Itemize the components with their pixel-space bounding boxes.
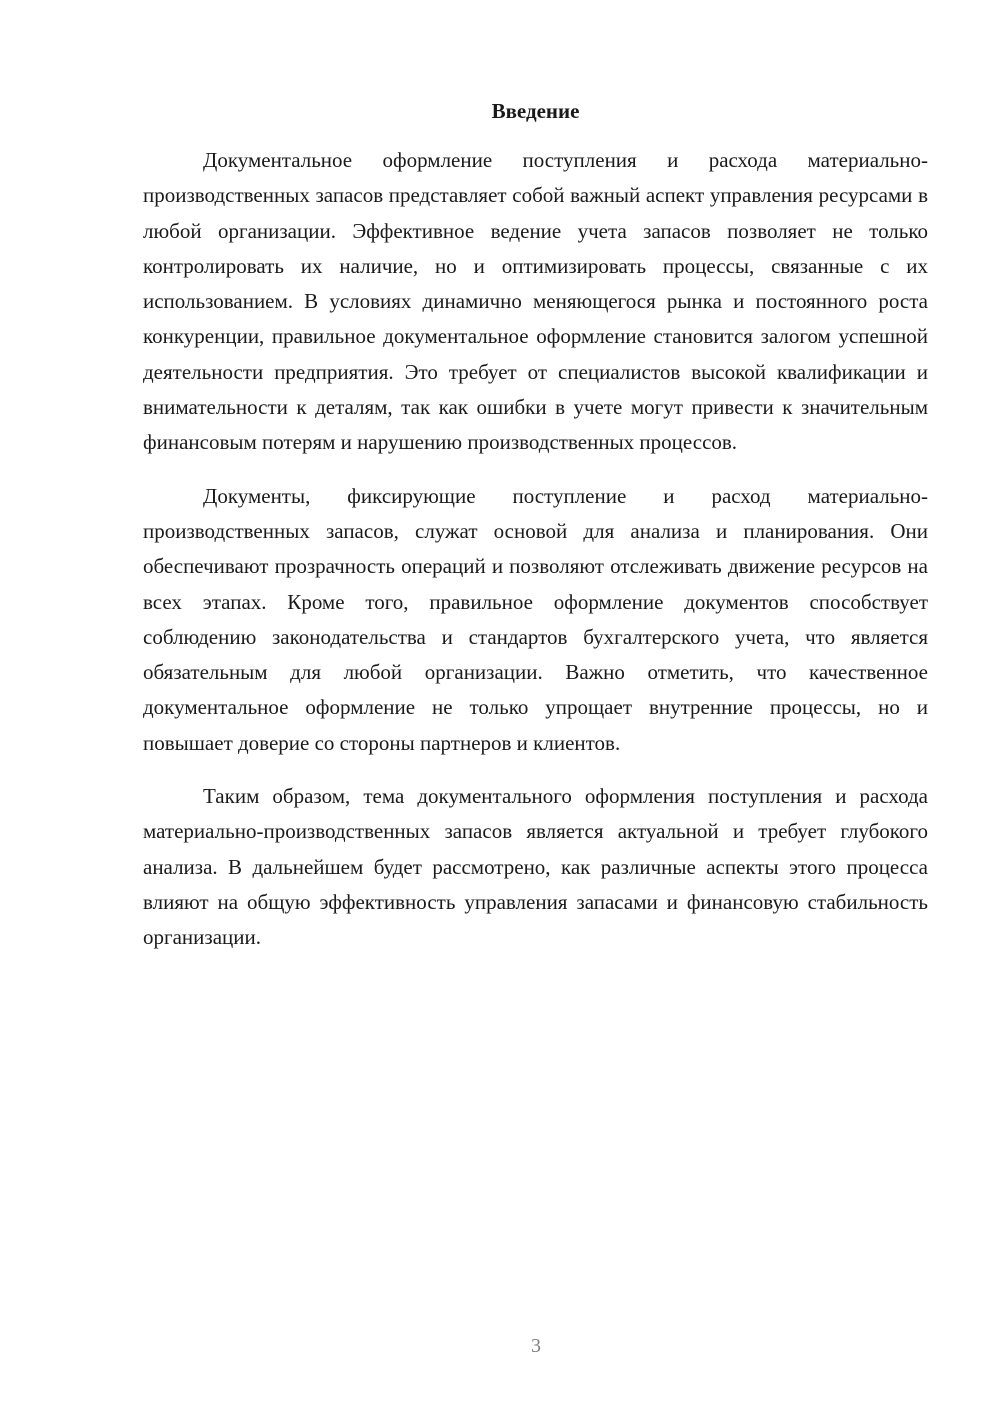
paragraph-3: Таким образом, тема документального оформления поступления и расхода материально-производственных запасов является актуальной и требует глубокого анализа. В дальнейшем будет рассмотрено, как различные аспекты этого процесса влияют на общую эффективность управления запасами и финансовую стабильность организации.: [143, 784, 928, 950]
section-heading: Введение: [491, 99, 580, 123]
page-number: 3: [531, 1335, 541, 1357]
paragraph-1: Документальное оформление поступления и расхода материально-производственных запасов представляет собой важный аспект управления ресурсами в любой организации. Эффективное ведение учета запасов позволяет не только контролировать их наличие, но и оптимизировать процессы, связанные с их использованием. В условиях динамично меняющегося рынка и постоянного роста конкуренции, правильное документальное оформление становится залогом успешной деятельности предприятия. Это требует от специалистов высокой квалификации и внимательности к деталям, так как ошибки в учете могут привести к значительным финансовым потерям и нарушению производственных процессов.: [143, 148, 928, 455]
body-text: [143, 143, 928, 974]
paragraph-2: Документы, фиксирующие поступление и расход материально-производственных запасов, служат основой для анализа и планирования. Они обеспечивают прозрачность операций и позволяют отслеживать движение ресурсов на всех этапах. Кроме того, правильное оформление документов способствует соблюдению законодательства и стандартов бухгалтерского учета, что является обязательным для любой организации. Важно отметить, что качественное документальное оформление не только упрощает внутренние процессы, но и повышает доверие со стороны партнеров и клиентов.: [143, 483, 928, 755]
